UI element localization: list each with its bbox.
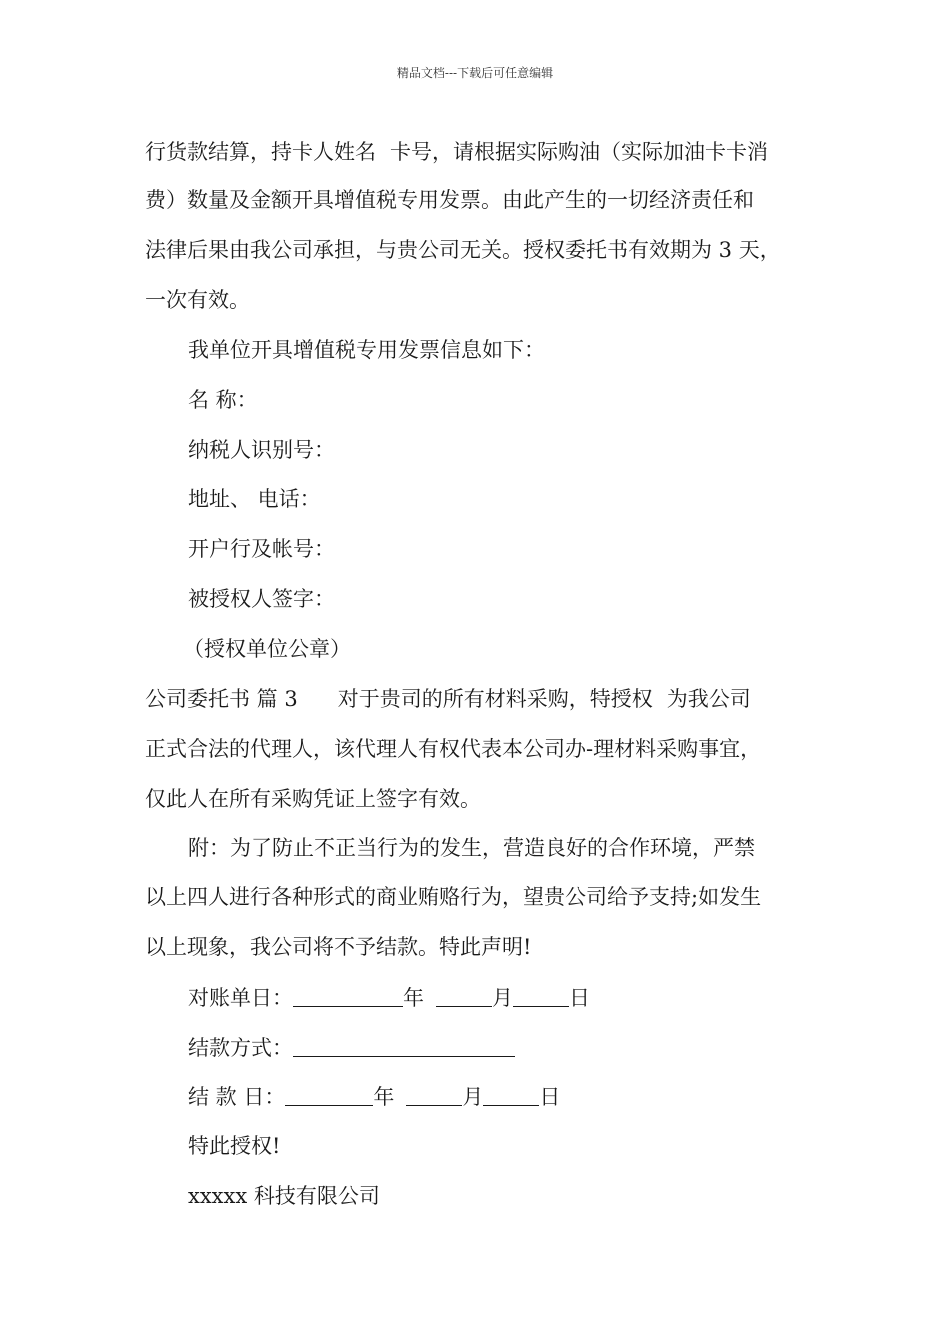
invoice-seal-label: （授权单位公章） (183, 637, 351, 661)
paragraph-line (145, 142, 768, 163)
company-name: xxxxx 科技有限公司 (188, 1184, 380, 1208)
payment-method-blank (293, 1037, 515, 1057)
month-label: 月 (492, 986, 513, 1010)
day-label: 日 (569, 986, 590, 1010)
invoice-name-label: 名 称： (188, 388, 258, 412)
invoice-address-phone-label: 地址、 电话： (188, 487, 321, 511)
paragraph-line: 正式合法的代理人，该代理人有权代表本公司办-理材料采购事宜， (145, 737, 762, 761)
statement-date-label: 对账单日： (188, 986, 293, 1010)
closing-authorize: 特此授权! (188, 1134, 281, 1158)
month-blank (436, 987, 492, 1007)
text-segment: 卡号，请根据实际购油（实际加油卡卡消 (390, 140, 768, 164)
day-blank (483, 1086, 539, 1106)
paragraph-line (145, 689, 751, 710)
month-label: 月 (462, 1085, 484, 1109)
payment-method-row (188, 1037, 515, 1059)
year-label: 年 (373, 1085, 395, 1109)
invoice-tax-id-label: 纳税人识别号： (188, 438, 335, 462)
section-title: 公司委托书 篇 3 (145, 687, 298, 711)
year-blank (293, 987, 403, 1007)
day-blank (513, 987, 569, 1007)
page-header: 精品文档---下载后可任意编辑 (396, 66, 554, 80)
year-blank (285, 1086, 373, 1106)
payment-day-row (188, 1086, 560, 1108)
text-segment: 行货款结算，持卡人姓名 (145, 140, 376, 164)
paragraph-line: 法律后果由我公司承担，与贵公司无关。授权委托书有效期为 3 天， (145, 238, 781, 262)
payment-method-label: 结款方式： (188, 1036, 293, 1060)
text-segment: 为我公司 (666, 687, 751, 711)
text-segment: 对于贵司的所有材料采购，特授权 (337, 687, 653, 711)
day-label: 日 (539, 1085, 561, 1109)
paragraph-line: 仅此人在所有采购凭证上签字有效。 (145, 787, 481, 811)
year-label: 年 (403, 986, 424, 1010)
statement-date-row (188, 987, 590, 1009)
payment-day-label: 结 款 日： (188, 1085, 286, 1109)
paragraph-line: 附：为了防止不正当行为的发生，营造良好的合作环境，严禁 (188, 836, 755, 860)
month-blank (406, 1086, 462, 1106)
paragraph-line: 一次有效。 (145, 288, 250, 312)
invoice-bank-account-label: 开户行及帐号： (188, 537, 335, 561)
paragraph-line: 以上四人进行各种形式的商业贿赂行为，望贵公司给予支持;如发生 (145, 885, 762, 909)
invoice-intro: 我单位开具增值税专用发票信息如下： (188, 338, 545, 362)
paragraph-line: 费）数量及金额开具增值税专用发票。由此产生的一切经济责任和 (145, 188, 754, 212)
paragraph-line: 以上现象，我公司将不予结款。特此声明! (145, 935, 532, 959)
invoice-signature-label: 被授权人签字： (188, 587, 335, 611)
